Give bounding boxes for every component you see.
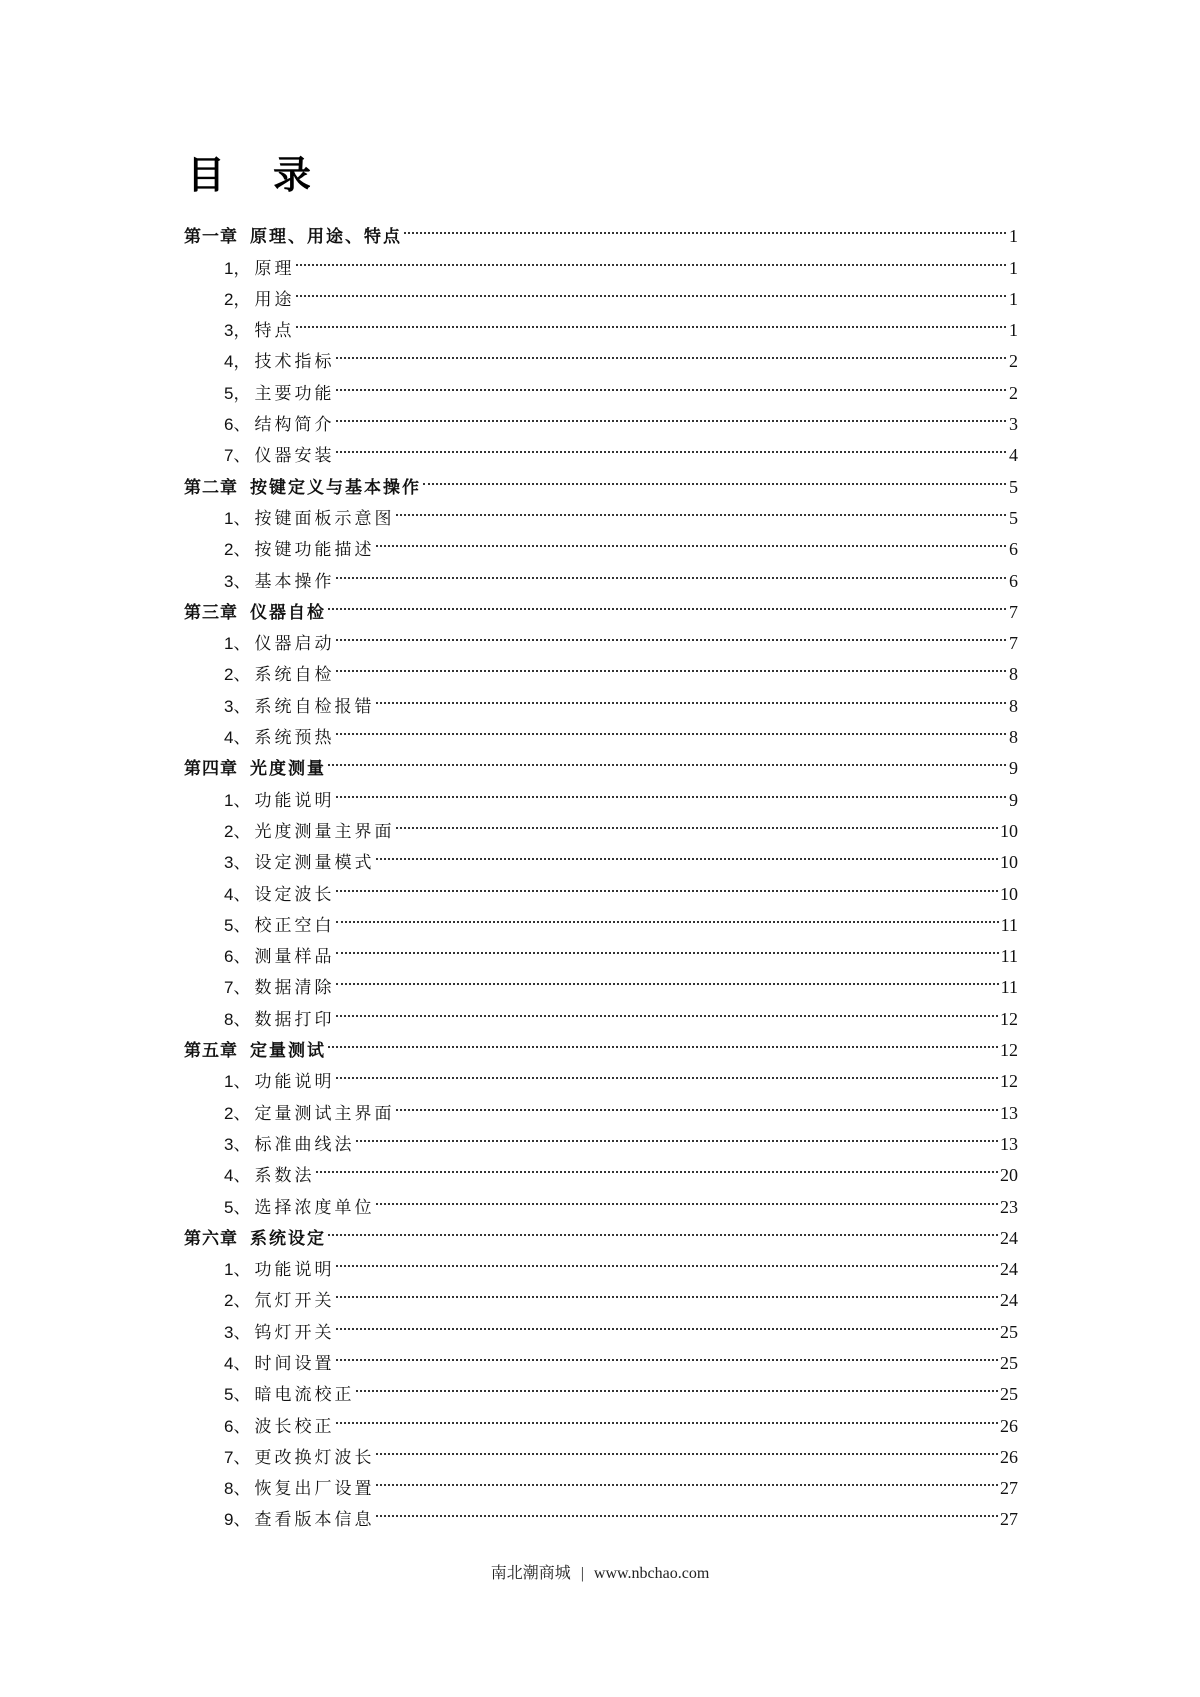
section-separator: 、 [233, 1009, 251, 1030]
page-number: 1 [1009, 288, 1018, 309]
section-title: 功能说明 [254, 1072, 335, 1093]
dot-leader [404, 211, 1006, 242]
dot-leader [328, 1213, 998, 1244]
dot-leader [336, 1056, 998, 1087]
section-title: 仪器启动 [254, 634, 335, 655]
section-number: 3 [224, 1134, 234, 1154]
section-separator: 、 [233, 1260, 251, 1281]
page-number: 7 [1009, 601, 1018, 622]
section-title: 设定波长 [254, 884, 335, 905]
section-number: 2 [224, 289, 234, 309]
page-number: 20 [1000, 1165, 1018, 1186]
dot-leader [336, 931, 998, 962]
section-separator: 、 [233, 1197, 251, 1218]
section-separator: 、 [233, 1447, 251, 1468]
chapter-label: 第二章 [184, 477, 238, 498]
chapter-title: 仪器自检 [250, 602, 326, 623]
page-number: 11 [1000, 977, 1018, 998]
section-separator: 、 [233, 884, 251, 905]
section-number: 1 [224, 258, 234, 278]
section-number: 2 [224, 821, 234, 841]
page-number: 10 [1000, 820, 1018, 841]
section-number: 5 [224, 915, 234, 935]
section-separator: 、 [233, 696, 251, 717]
footer-divider: | [580, 1565, 584, 1582]
section-number: 7 [224, 446, 234, 466]
section-separator: 、 [233, 1510, 251, 1531]
section-number: 3 [224, 696, 234, 716]
section-number: 2 [224, 1103, 234, 1123]
dot-leader [396, 1087, 998, 1118]
section-separator: 、 [233, 978, 251, 999]
dot-leader [336, 336, 1006, 367]
section-number: 7 [224, 1447, 234, 1467]
page-number: 24 [1000, 1227, 1018, 1248]
section-number: 8 [224, 1479, 234, 1499]
chapter-label: 第六章 [184, 1228, 238, 1249]
page-number: 1 [1009, 257, 1018, 278]
section-separator: 、 [233, 1134, 251, 1155]
section-number: 4 [224, 884, 234, 904]
section-title: 光度测量主界面 [254, 821, 395, 842]
section-separator: 、 [233, 1072, 251, 1093]
page-number: 25 [1000, 1384, 1018, 1405]
section-number: 1 [224, 790, 234, 810]
section-number: 3 [224, 321, 234, 341]
dot-leader [336, 430, 1006, 461]
section-separator: 、 [233, 1353, 251, 1374]
section-title: 按键面板示意图 [254, 508, 395, 529]
section-number: 4 [224, 1353, 234, 1373]
section-number: 5 [224, 1385, 234, 1405]
dot-leader [336, 900, 998, 931]
page-number: 12 [1000, 1071, 1018, 1092]
section-title: 主要功能 [254, 383, 335, 404]
dot-leader [296, 274, 1006, 305]
section-title: 查看版本信息 [254, 1510, 375, 1531]
dot-leader [396, 806, 998, 837]
section-title: 更改换灯波长 [254, 1447, 375, 1468]
section-separator: ， [233, 321, 251, 342]
dot-leader [316, 1150, 998, 1181]
toc-chapter-entry[interactable] [184, 211, 1018, 248]
page-number: 5 [1009, 476, 1018, 497]
footer-url[interactable]: www.nbchao.com [593, 1565, 710, 1582]
section-title: 恢复出厂设置 [254, 1479, 375, 1500]
section-separator: 、 [233, 821, 251, 842]
page-number: 8 [1009, 727, 1018, 748]
page-number: 13 [1000, 1102, 1018, 1123]
dot-leader [328, 587, 1006, 618]
section-title: 系统自检报错 [254, 696, 375, 717]
section-number: 5 [224, 383, 234, 403]
dot-leader [376, 1494, 998, 1525]
section-separator: 、 [233, 728, 251, 749]
page-number: 27 [1000, 1478, 1018, 1499]
section-title: 系数法 [254, 1166, 315, 1187]
section-number: 3 [224, 571, 234, 591]
toc-title-char-1: 目 [187, 153, 226, 197]
dot-leader [336, 399, 1006, 430]
section-number: 1 [224, 1072, 234, 1092]
section-title: 暗电流校正 [254, 1385, 355, 1406]
section-number: 1 [224, 508, 234, 528]
footer-brand: 南北潮商城 [490, 1565, 571, 1582]
section-separator: 、 [233, 415, 251, 436]
section-separator: 、 [233, 790, 251, 811]
section-separator: 、 [233, 1416, 251, 1437]
dot-leader [356, 1369, 998, 1400]
page-number: 7 [1009, 633, 1018, 654]
dot-leader [376, 524, 1006, 555]
page-number: 5 [1009, 507, 1018, 528]
section-number: 5 [224, 1197, 234, 1217]
section-number: 4 [224, 728, 234, 748]
section-separator: 、 [233, 634, 251, 655]
section-title: 仪器安装 [254, 446, 335, 467]
section-number: 4 [224, 1166, 234, 1186]
page-number: 13 [1000, 1133, 1018, 1154]
page-number: 1 [1009, 226, 1018, 247]
dot-leader [336, 1306, 998, 1337]
dot-leader [328, 1025, 998, 1056]
page-number: 6 [1009, 570, 1018, 591]
page-number: 27 [1000, 1509, 1018, 1530]
section-title: 标准曲线法 [254, 1134, 355, 1155]
section-title: 用途 [254, 289, 295, 310]
page-number: 26 [1000, 1446, 1018, 1467]
page-number: 11 [1000, 946, 1018, 967]
page-number: 25 [1000, 1352, 1018, 1373]
section-title: 氘灯开关 [254, 1291, 335, 1312]
page-number: 23 [1000, 1196, 1018, 1217]
dot-leader [336, 555, 1006, 586]
section-number: 7 [224, 978, 234, 998]
section-separator: 、 [233, 540, 251, 561]
section-number: 6 [224, 1416, 234, 1436]
page-number: 10 [1000, 883, 1018, 904]
section-separator: 、 [233, 665, 251, 686]
section-separator: 、 [233, 1166, 251, 1187]
dot-leader [336, 618, 1006, 649]
section-title: 设定测量模式 [254, 853, 375, 874]
chapter-label: 第三章 [184, 602, 238, 623]
section-number: 2 [224, 1291, 234, 1311]
section-title: 选择浓度单位 [254, 1197, 375, 1218]
dot-leader [423, 461, 1006, 492]
dot-leader [336, 1338, 998, 1369]
dot-leader [328, 743, 1006, 774]
dot-leader [336, 1275, 998, 1306]
page-number: 2 [1009, 382, 1018, 403]
section-number: 3 [224, 1322, 234, 1342]
page-number: 25 [1000, 1321, 1018, 1342]
toc-section-entry[interactable] [184, 305, 1018, 342]
section-separator: ， [233, 258, 251, 279]
section-number: 1 [224, 634, 234, 654]
page-number: 8 [1009, 664, 1018, 685]
section-title: 原理 [254, 258, 295, 279]
section-title: 特点 [254, 321, 295, 342]
section-title: 数据清除 [254, 978, 335, 999]
dot-leader [376, 1181, 998, 1212]
page-number: 12 [1000, 1008, 1018, 1029]
section-number: 9 [224, 1510, 234, 1530]
section-title: 测量样品 [254, 947, 335, 968]
section-separator: ， [233, 289, 251, 310]
section-separator: 、 [233, 853, 251, 874]
section-title: 波长校正 [254, 1416, 335, 1437]
section-separator: 、 [233, 446, 251, 467]
chapter-title: 定量测试 [250, 1041, 326, 1062]
section-title: 基本操作 [254, 571, 335, 592]
section-title: 定量测试主界面 [254, 1103, 395, 1124]
chapter-label: 第五章 [184, 1041, 238, 1062]
section-title: 技术指标 [254, 352, 335, 373]
chapter-label: 第一章 [184, 227, 238, 248]
toc-title [187, 150, 311, 200]
dot-leader [376, 680, 1006, 711]
dot-leader [376, 1432, 998, 1463]
section-number: 3 [224, 853, 234, 873]
chapter-title: 系统设定 [250, 1228, 326, 1249]
section-title: 数据打印 [254, 1009, 335, 1030]
section-separator: 、 [233, 915, 251, 936]
section-separator: 、 [233, 947, 251, 968]
dot-leader [336, 993, 998, 1024]
section-title: 系统预热 [254, 728, 335, 749]
page-number: 24 [1000, 1259, 1018, 1280]
chapter-title: 按键定义与基本操作 [250, 477, 421, 498]
chapter-title: 光度测量 [250, 759, 326, 780]
page-number: 6 [1009, 539, 1018, 560]
dot-leader [336, 367, 1006, 398]
section-number: 6 [224, 947, 234, 967]
section-title: 时间设置 [254, 1353, 335, 1374]
toc-section-entry[interactable] [184, 242, 1018, 279]
page-footer [0, 1560, 1200, 1583]
section-separator: 、 [233, 1479, 251, 1500]
dot-leader [336, 868, 998, 899]
section-number: 2 [224, 540, 234, 560]
section-separator: 、 [233, 1322, 251, 1343]
dot-leader [376, 837, 998, 868]
page-number: 12 [1000, 1040, 1018, 1061]
section-separator: ， [233, 383, 251, 404]
section-title: 功能说明 [254, 790, 335, 811]
section-number: 1 [224, 1260, 234, 1280]
page-number: 24 [1000, 1290, 1018, 1311]
dot-leader [336, 774, 1006, 805]
dot-leader [376, 1463, 998, 1494]
page-number: 9 [1009, 789, 1018, 810]
dot-leader [356, 1119, 998, 1150]
dot-leader [336, 962, 998, 993]
toc-title-char-2: 录 [273, 153, 312, 197]
dot-leader [296, 242, 1006, 273]
dot-leader [336, 1400, 998, 1431]
section-title: 钨灯开关 [254, 1322, 335, 1343]
section-separator: 、 [233, 1385, 251, 1406]
section-title: 功能说明 [254, 1260, 335, 1281]
section-number: 6 [224, 415, 234, 435]
chapter-label: 第四章 [184, 759, 238, 780]
section-number: 4 [224, 352, 234, 372]
page-number: 1 [1009, 320, 1018, 341]
dot-leader [396, 493, 1006, 524]
section-title: 按键功能描述 [254, 540, 375, 561]
page-number: 9 [1009, 758, 1018, 779]
dot-leader [336, 712, 1006, 743]
section-separator: 、 [233, 571, 251, 592]
table-of-contents [184, 211, 1018, 1531]
page-number: 11 [1000, 914, 1018, 935]
section-separator: ， [233, 352, 251, 373]
section-separator: 、 [233, 508, 251, 529]
section-number: 8 [224, 1009, 234, 1029]
page-number: 4 [1009, 445, 1018, 466]
page-number: 26 [1000, 1415, 1018, 1436]
section-title: 结构简介 [254, 415, 335, 436]
chapter-title: 原理、用途、特点 [250, 227, 402, 248]
page-number: 8 [1009, 695, 1018, 716]
page-number: 3 [1009, 414, 1018, 435]
section-separator: 、 [233, 1103, 251, 1124]
dot-leader [296, 305, 1006, 336]
page-number: 2 [1009, 351, 1018, 372]
section-number: 2 [224, 665, 234, 685]
section-separator: 、 [233, 1291, 251, 1312]
section-title: 系统自检 [254, 665, 335, 686]
dot-leader [336, 649, 1006, 680]
page-number: 10 [1000, 852, 1018, 873]
toc-section-entry[interactable] [184, 336, 1018, 373]
section-title: 校正空白 [254, 915, 335, 936]
dot-leader [336, 1244, 998, 1275]
toc-section-entry[interactable] [184, 274, 1018, 310]
